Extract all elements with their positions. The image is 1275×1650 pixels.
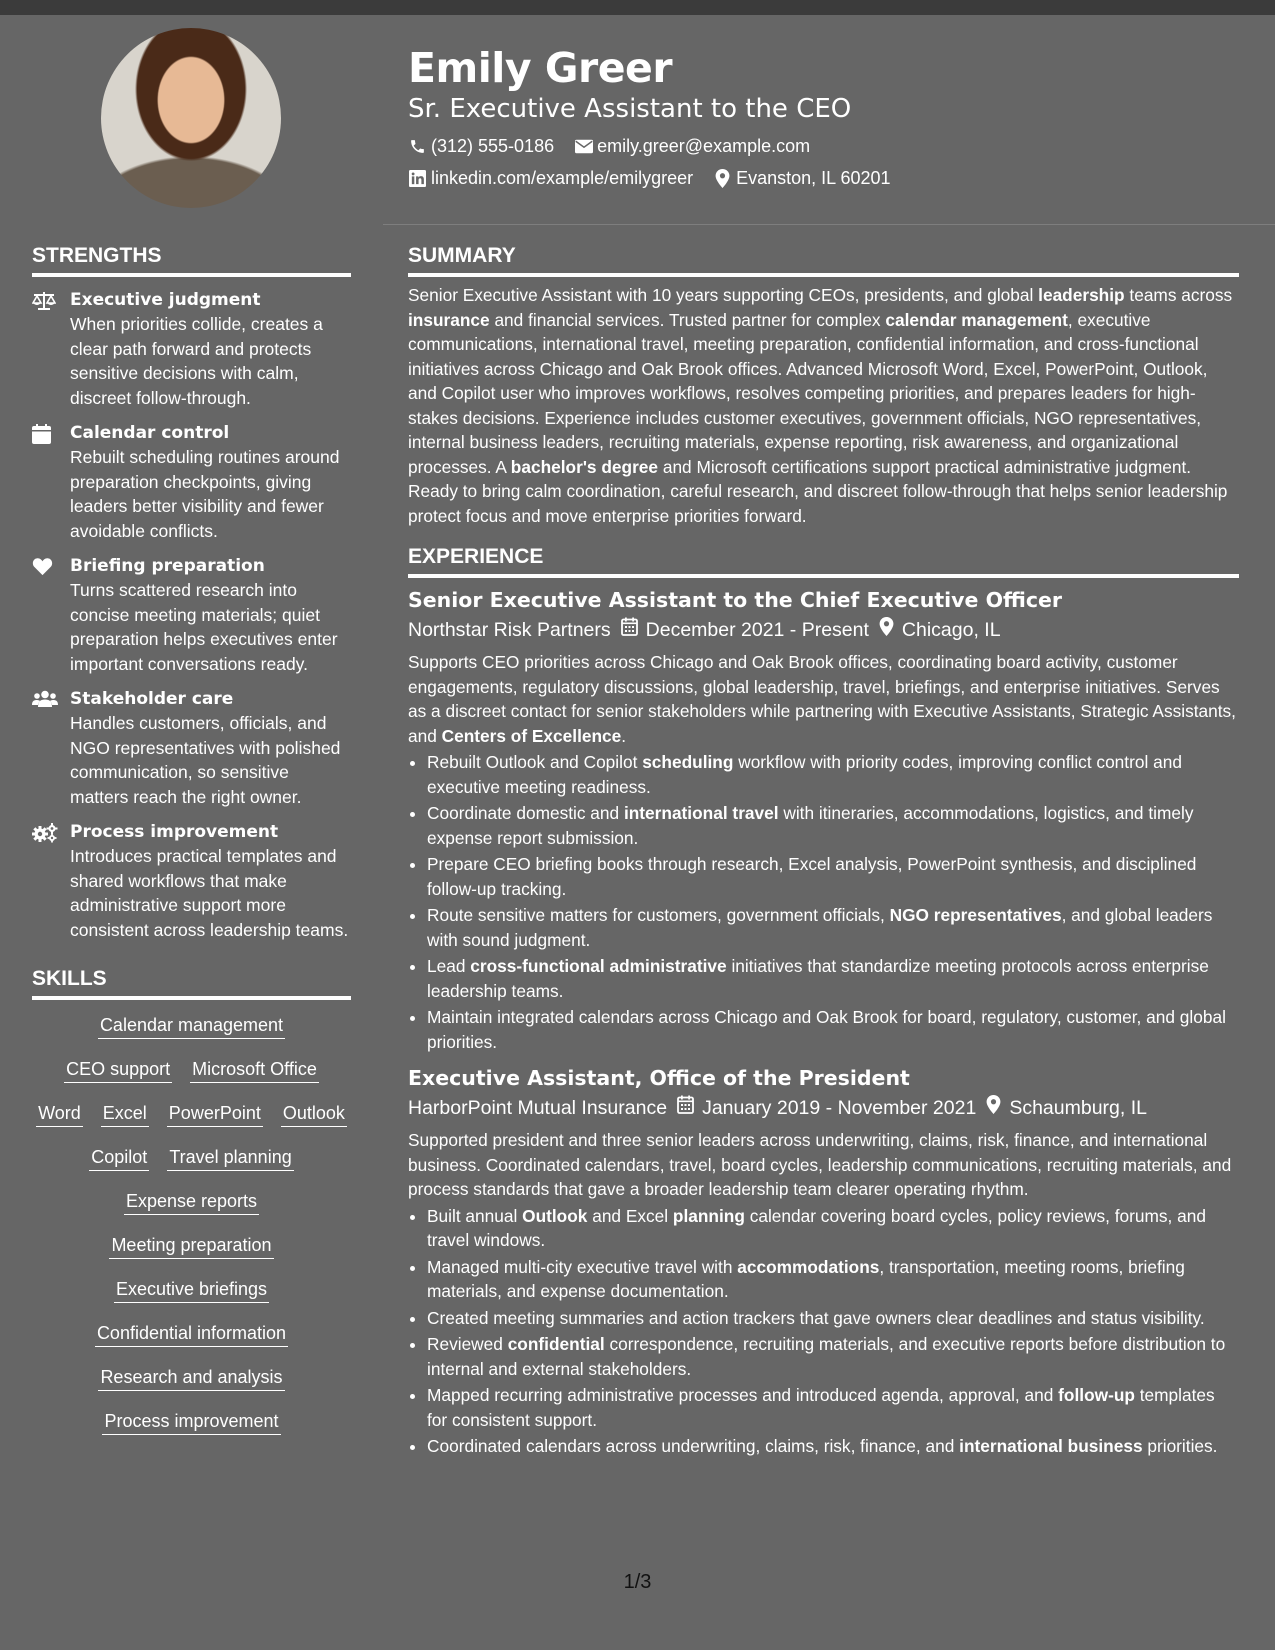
skills-heading: SKILLS (32, 966, 351, 1000)
contact-row-1 (408, 134, 1228, 158)
skill-row (32, 1364, 351, 1391)
text-segment: Lead (427, 956, 471, 976)
text-segment: Built annual (427, 1205, 523, 1226)
strength-item (32, 289, 351, 410)
envelope-icon (574, 137, 593, 156)
skill-row (32, 1320, 351, 1347)
strength-title: Calendar control (70, 423, 230, 443)
skill-tag: Copilot (89, 1144, 149, 1171)
bold-text: confidential (507, 1334, 605, 1354)
resume-header (408, 44, 1228, 190)
job-meta (408, 616, 1239, 644)
text-segment: and Microsoft certifications support practical administrative judgment. Ready to bring calm coordination, careful research, and discreet follow-through that helps senior leadership protect focus and move enterprise priorities forward. (408, 456, 1228, 526)
experience-heading: EXPERIENCE (408, 544, 1239, 578)
skill-row (32, 1408, 351, 1435)
bullet-item (427, 1434, 1239, 1459)
users-icon (32, 688, 70, 809)
skill-row (32, 1100, 351, 1127)
right-column (408, 243, 1239, 1461)
location-text: Schaumburg, IL (1009, 1097, 1147, 1119)
candidate-name: Emily Greer (408, 44, 673, 92)
strength-title: Executive judgment (70, 290, 261, 310)
strength-item (32, 422, 351, 543)
job-description (408, 650, 1239, 748)
bold-text: calendar management (885, 309, 1068, 330)
email-contact (574, 134, 810, 158)
skill-row (32, 1012, 351, 1039)
bullet-item (427, 750, 1239, 799)
text-segment: Rebuilt Outlook and Copilot (427, 752, 643, 772)
bold-text: accommodations (737, 1256, 880, 1277)
bold-text: insurance (408, 309, 490, 330)
text-segment: with itineraries, accommodations, logistics, and timely expense report submission. (427, 803, 1194, 848)
dates-text: January 2019 - November 2021 (702, 1097, 977, 1119)
bold-text: cross-functional administrative (470, 956, 727, 976)
calendar-icon (621, 616, 638, 644)
text-segment: initiatives that standardize meeting protocols across enterprise leadership teams. (427, 956, 1209, 1001)
bold-text: scheduling (642, 752, 734, 772)
phone-icon (408, 137, 427, 156)
top-bar (0, 0, 1275, 15)
company-name: Northstar Risk Partners (408, 619, 611, 641)
gears-icon (32, 821, 70, 942)
job-entry (408, 586, 1239, 1054)
bullet-item (427, 801, 1239, 850)
strength-title: Process improvement (70, 822, 279, 842)
strengths-heading: STRENGTHS (32, 243, 351, 277)
strength-desc: Handles customers, officials, and NGO representatives with polished communication, so sensitive matters reach the right owner. (70, 713, 341, 807)
skill-tag: Excel (101, 1100, 149, 1127)
bold-text: Centers of Excellence (441, 725, 622, 746)
linkedin-link[interactable]: linkedin.com/example/emilygreer (431, 168, 694, 188)
bold-text: leadership (1038, 285, 1125, 305)
skill-tag: Calendar management (98, 1012, 285, 1039)
bullet-item (427, 1005, 1239, 1054)
bold-text: international travel (623, 803, 779, 823)
job-dates (677, 1094, 976, 1122)
job-location (879, 616, 1001, 644)
email-link[interactable]: emily.greer@example.com (597, 136, 811, 156)
bold-text: planning (672, 1205, 745, 1226)
text-segment: Mapped recurring administrative processes and introduced agenda, approval, and (427, 1385, 1059, 1405)
text-segment: Reviewed (427, 1334, 508, 1354)
text-segment: . (621, 725, 627, 746)
dates-text: December 2021 - Present (645, 619, 869, 641)
job-description (408, 1128, 1239, 1202)
page-number: 1/3 (623, 1571, 652, 1593)
phone-text[interactable]: (312) 555-0186 (431, 136, 555, 156)
header-divider (383, 224, 1275, 225)
skill-tag: Confidential information (95, 1320, 288, 1347)
strength-title: Briefing preparation (70, 556, 265, 576)
strength-desc: Introduces practical templates and shared workflows that make administrative support more consistent across leadership teams. (70, 846, 349, 940)
profile-photo (101, 28, 281, 208)
bold-text: NGO representatives (889, 905, 1062, 925)
left-column (32, 243, 351, 1452)
map-pin-icon (986, 1094, 1001, 1122)
map-pin-icon (713, 169, 732, 188)
candidate-title: Sr. Executive Assistant to the CEO (408, 94, 852, 124)
skill-tag: PowerPoint (167, 1100, 263, 1127)
skill-tag: Microsoft Office (190, 1056, 319, 1083)
job-title: Executive Assistant, Office of the President (408, 1066, 910, 1090)
bullet-item (427, 852, 1239, 901)
skill-tag: Word (36, 1100, 83, 1127)
linkedin-contact (408, 166, 693, 190)
job-bullets (408, 1204, 1239, 1459)
skill-tag: Process improvement (102, 1408, 280, 1435)
location-text: Chicago, IL (901, 619, 1001, 641)
strength-item (32, 555, 351, 676)
bold-text: bachelor's degree (510, 456, 659, 477)
phone-contact (408, 134, 554, 158)
text-segment: Prepare CEO briefing books through research, Excel analysis, PowerPoint synthesis, and disciplined follow-up tracking. (427, 854, 1197, 899)
text-segment: Supports CEO priorities across Chicago and Oak Brook offices, coordinating board activity, customer engagements, regulatory discussions, global leadership, travel, briefings, and enterprise initiatives. Serves as a discreet contact for senior stakeholders while partnering with Executive Assistants, Strategic Assistants, and (408, 652, 1236, 746)
text-segment: correspondence, recruiting materials, and executive reports before distribution to internal and external stakeholders. (427, 1334, 1226, 1379)
bullet-item (427, 1306, 1239, 1331)
bullet-item (427, 1255, 1239, 1304)
location-text: Evanston, IL 60201 (736, 168, 891, 188)
job-dates (621, 616, 869, 644)
strength-desc: Rebuilt scheduling routines around preparation checkpoints, giving leaders better visibility and fewer avoidable conflicts. (70, 447, 340, 541)
skill-tag: Research and analysis (98, 1364, 284, 1391)
text-segment: , executive communications, international travel, meeting preparation, confidential information, and cross-functional initiatives across Chicago and Oak Brook offices. Advanced Microsoft Word, Excel, PowerPoint, Outlook, and Copilot user who improves workflows, resolves competing priorities, and prepares leaders for high-stakes decisions. Experience includes customer executives, government officials, NGO representatives, internal business leaders, recruiting materials, expense reporting, risk awareness, and organizational processes. A (408, 309, 1208, 477)
location-contact (713, 166, 890, 190)
job-meta (408, 1094, 1239, 1122)
job-bullets (408, 750, 1239, 1054)
contact-row-2 (408, 166, 1228, 190)
summary-text (408, 283, 1239, 528)
text-segment: Senior Executive Assistant with 10 years supporting CEOs, presidents, and global (408, 285, 1039, 305)
skill-row (32, 1056, 351, 1083)
calendar-icon (677, 1094, 694, 1122)
text-segment: , transportation, meeting rooms, briefing materials, and expense documentation. (427, 1256, 1185, 1301)
strength-desc: Turns scattered research into concise meeting materials; quiet preparation helps executives enter important conversations ready. (70, 580, 338, 674)
company-name: HarborPoint Mutual Insurance (408, 1097, 668, 1119)
text-segment: Coordinated calendars across underwriting, claims, risk, finance, and (427, 1436, 960, 1456)
bold-text: Outlook (522, 1205, 588, 1226)
text-segment: workflow with priority codes, improving conflict control and executive meeting readiness. (427, 752, 1182, 797)
skill-row (32, 1276, 351, 1303)
bullet-item (427, 903, 1239, 952)
text-segment: , and global leaders with sound judgment. (427, 905, 1213, 950)
skill-row (32, 1232, 351, 1259)
bold-text: follow-up (1058, 1385, 1135, 1405)
job-title: Senior Executive Assistant to the Chief Executive Officer (408, 588, 1063, 612)
job-entry (408, 1064, 1239, 1459)
skill-tag: Outlook (281, 1100, 347, 1127)
linkedin-icon (408, 169, 427, 188)
text-segment: Supported president and three senior leaders across underwriting, claims, risk, finance, and international business. Coordinated calendars, travel, board cycles, leadership communications, recruiting materials, and process standards that gave a broader leadership team clearer operating rhythm. (408, 1130, 1232, 1199)
text-segment: Maintain integrated calendars across Chicago and Oak Brook for board, regulatory, customer, and global priorities. (427, 1007, 1226, 1052)
bold-text: international business (959, 1436, 1143, 1456)
text-segment: teams across (1124, 285, 1233, 305)
strength-item (32, 821, 351, 942)
text-segment: Managed multi-city executive travel with (427, 1256, 738, 1277)
bullet-item (427, 1204, 1239, 1253)
skill-tag: CEO support (64, 1056, 172, 1083)
skills-list (32, 1012, 351, 1435)
skill-tag: Travel planning (167, 1144, 293, 1171)
skill-tag: Expense reports (124, 1188, 259, 1215)
text-segment: templates for consistent support. (427, 1385, 1215, 1430)
strength-item (32, 688, 351, 809)
skill-row (32, 1188, 351, 1215)
summary-heading: SUMMARY (408, 243, 1239, 277)
scale-icon (32, 289, 70, 410)
bullet-item (427, 1383, 1239, 1432)
calendar-icon (32, 422, 70, 543)
heart-icon (32, 555, 70, 676)
text-segment: Coordinate domestic and (427, 803, 624, 823)
bullet-item (427, 954, 1239, 1003)
strength-title: Stakeholder care (70, 689, 234, 709)
text-segment: priorities. (1142, 1436, 1218, 1456)
bullet-item (427, 1332, 1239, 1381)
strength-desc: When priorities collide, creates a clear path forward and protects sensitive decisions with calm, discreet follow-through. (70, 314, 323, 408)
text-segment: calendar covering board cycles, policy reviews, forums, and travel windows. (427, 1205, 1206, 1250)
text-segment: Created meeting summaries and action trackers that gave owners clear deadlines and status visibility. (427, 1307, 1205, 1328)
text-segment: and Excel (587, 1205, 673, 1226)
skill-row (32, 1144, 351, 1171)
job-location (986, 1094, 1147, 1122)
skill-tag: Executive briefings (114, 1276, 269, 1303)
map-pin-icon (879, 616, 894, 644)
text-segment: Route sensitive matters for customers, government officials, (427, 905, 890, 925)
text-segment: and financial services. Trusted partner for complex (489, 309, 886, 330)
skill-tag: Meeting preparation (109, 1232, 273, 1259)
